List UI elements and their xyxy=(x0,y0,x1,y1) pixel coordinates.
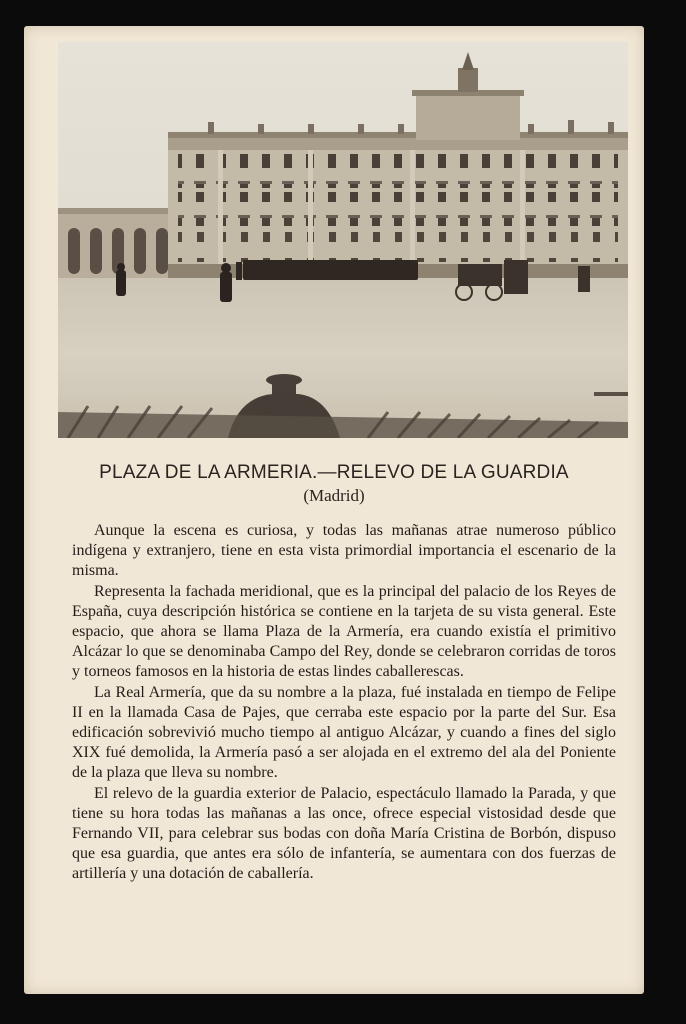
postcard xyxy=(24,26,644,994)
palace-photograph-image xyxy=(58,42,628,438)
postcard-title: PLAZA DE LA ARMERIA.—RELEVO DE LA GUARDIA xyxy=(99,462,569,483)
paragraph: El relevo de la guardia exterior de Palacio, espectáculo llamado la Parada, y que tiene su hora todas las mañanas a las once, ofrece especial vistosidad desde que Fernando VII, para celebrar sus bodas con doña María Cristina de Borbón, dispuso que esa guardia, que antes era sólo de infantería, se aumentara con dos fuerzas de artillería y una dotación de caballería. xyxy=(72,784,616,883)
paragraph: La Real Armería, que da su nombre a la plaza, fué instalada en tiempo de Felipe II en la llamada Casa de Pajes, que cerraba este espacio por la parte del Sur. Esa edificación sobrevivió mucho tiempo al antiguo Alcázar, y cuando a fines del siglo XIX fué demolida, la Armería pasó a ser alojada en el extremo del ala del Poniente de la plaza que lleva su nombre. xyxy=(72,683,616,782)
description-text xyxy=(72,521,616,885)
paragraph: Aunque la escena es curiosa, y todas las mañanas atrae numeroso público indígena y extranjero, tiene en esta vista primordial importancia el escenario de la misma. xyxy=(72,522,616,580)
paragraph: Representa la fachada meridional, que es la principal del palacio de los Reyes de España, cuya descripción histórica se contiene en la tarjeta de su vista general. Este espacio, que ahora se llama Plaza de la Armería, era cuando existía el primitivo Alcázar lo que se denominaba Campo del Rey, donde se celebraron corridas de toros y torneos famosos en la historia de estas lindes caballerescas. xyxy=(72,582,616,681)
palace-photograph xyxy=(58,42,628,438)
postcard-subtitle: (Madrid) xyxy=(303,486,365,505)
